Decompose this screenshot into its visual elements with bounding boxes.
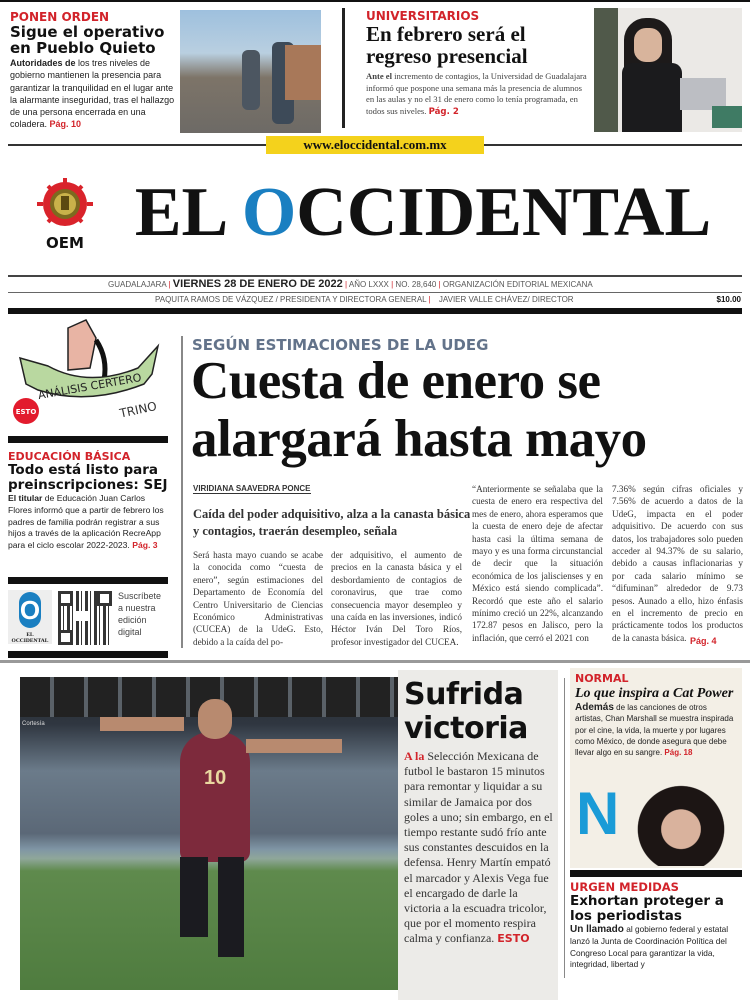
oem-logo-text: OEM (46, 234, 84, 252)
main-kicker: SEGÚN ESTIMACIONES DE LA UDEG (192, 336, 489, 354)
price: $10.00 (716, 295, 741, 304)
rule (0, 660, 750, 663)
rule-thick (570, 870, 742, 877)
kicker: URGEN MEDIDAS (570, 880, 679, 894)
summary-lead: Autoridades de (10, 58, 76, 68)
headline: Sufrida victoria (404, 677, 528, 746)
summary-lead: Además (575, 702, 614, 713)
page-ref[interactable]: Pág. 18 (664, 748, 693, 758)
main-column-1: Será hasta mayo cuando se acabe la conocida como “cuesta de enero”, según estimaciones del Departamento de Economía del Centro Universitario de Ciencias Económico Administrativas (CUCEA) de la UdeG. Esto, debido a la caída del po- (193, 550, 323, 647)
rule-thick (8, 651, 168, 658)
summary-body: de las canciones de otros artistas, Chan Marshall se muestra inspirada por el cine, la vida, la muerte y por lugares como México, de donde asegura que debe llevar algo en su sangre. (575, 703, 734, 758)
source: ESTO (497, 932, 530, 946)
jersey-number: 10 (204, 767, 227, 789)
photo-security-patrol (180, 10, 321, 133)
city: GUADALAJARA (108, 280, 167, 289)
edition-year: AÑO LXXX (348, 280, 389, 289)
logo-name: EL OCCIDENTAL (11, 632, 49, 644)
page-ref[interactable]: Pág. 2 (428, 106, 459, 117)
edition-date: VIERNES 28 DE ENERO DE 2022 (172, 278, 343, 290)
summary-body: de Educación Juan Carlos Flores informó que a partir de febrero los padres de familia podrán registrar a sus hijos a través de la aplicación RecreApp para el ciclo escolar 2022-2023. (8, 493, 164, 551)
top-border (0, 0, 750, 2)
headline: Sigue el operativo en Pueblo Quieto (10, 23, 165, 57)
page-ref[interactable]: Pág. 10 (49, 119, 82, 130)
masthead-title-rest: CCIDENTAL (296, 174, 712, 251)
teaser-cat-power[interactable] (570, 668, 742, 868)
summary-lead: Un llamado (570, 924, 624, 935)
summary (8, 493, 170, 552)
oem-logo (34, 176, 96, 252)
logo-letter: O (19, 592, 41, 628)
summary-lead: Ante el (366, 71, 393, 81)
edition-number: NO. 28,640 (395, 280, 437, 289)
byline: VIRIDIANA SAAVEDRA PONCE (193, 484, 311, 493)
main-headline[interactable]: Cuesta de enero se alargará hasta mayo (191, 352, 647, 468)
cartoon-author: TRINO (118, 399, 159, 421)
subscribe-text[interactable]: Suscríbete a nuestra edición digital (118, 591, 162, 637)
teaser-regreso-presencial[interactable] (366, 9, 592, 118)
headline: En febrero será el regreso presencial (366, 22, 528, 68)
summary-body: Selección Mexicana de futbol le bastaron 15 minutos para remontar y liquidar a su similar de Jamaica por dos goles a uno; sin embargo, en el tiempo restante sudó frío ante sus constantes descuidos en la defensa. Henry Martín empató el marcador y Alexis Vega fue el encargado de darle la victoria a la escuadra tricolor, que por el momento respira calma y confianza. (404, 749, 553, 946)
website-link[interactable]: www.eloccidental.com.mx (266, 136, 484, 154)
column-rule (564, 678, 565, 978)
kicker: EDUCACIÓN BÁSICA (8, 450, 131, 463)
page-ref[interactable]: Pág. 3 (132, 540, 158, 551)
normal-logo: N (576, 780, 620, 847)
summary-lead: A la (404, 749, 425, 763)
headline: Lo que inspira a Cat Power (575, 686, 734, 701)
summary (10, 57, 178, 131)
kicker: NORMAL (575, 672, 629, 685)
main-deck: Caída del poder adquisitivo, alza a la canasta básica y contagios, traerán desempleo, señala (193, 507, 471, 538)
esto-badge: ESTO (15, 408, 37, 416)
main-column-2: der adquisitivo, el aumento de precios en la canasta básica y el desbordamiento de contagios de coronavirus, que trae como consecuencia mayor desempleo y una caída en las inversiones, indicó Héctor Iván Del Toro Ríos, profesor investigador del CUCEA. (331, 550, 462, 647)
teaser-preinscripciones[interactable] (8, 450, 170, 552)
staff-director: JAVIER VALLE CHÁVEZ/ DIRECTOR (438, 295, 574, 304)
rule (8, 292, 742, 293)
teaser-periodistas[interactable] (570, 880, 745, 971)
photo-credit: Cortesía (22, 721, 45, 727)
staff-president: PAQUITA RAMOS DE VÁZQUEZ / PRESIDENTA Y DIRECTORA GENERAL (155, 295, 427, 304)
organization: ORGANIZACIÓN EDITORIAL MEXICANA (442, 280, 593, 289)
edition-info: GUADALAJARA | VIERNES 28 DE ENERO DE 2022 | AÑO LXXX | NO. 28,640 | ORGANIZACIÓN EDITORIAL MEXICANA (108, 278, 593, 290)
summary (404, 749, 554, 947)
summary-body: incremento de contagios, la Universidad de Guadalajara informó que pospone una semana más la presencia de alumnos en las aulas y no el 31 de enero como lo tenía programada, en todos sus niveles. (366, 71, 587, 116)
rule (8, 275, 742, 277)
digital-edition-logo (8, 590, 52, 644)
summary (575, 702, 737, 758)
kicker: UNIVERSITARIOS (366, 9, 480, 23)
masthead-title-o: O (241, 174, 297, 251)
main-column-4: 7.36% según cifras oficiales y 7.56% de acuerdo a datos de la UdeG, impacta en el poder adquisitivo. De acuerdo con sus datos, los trabajadores solo pueden acceder al 94.37% de su salario, debido a causas inflacionarias y por cada salario mínimo se “difuminan” alrededor de 9.73 pesos. Aunado a ello, hizo énfasis en el incremento de precio en prácticamente todos los productos de la canasta básica. (612, 484, 743, 643)
masthead-title (108, 170, 738, 256)
cartoon-banner-text: ANÁLISIS CERTERO (37, 371, 143, 403)
headline: Todo está listo para preinscripciones: SEJ (8, 462, 168, 493)
summary-body: los tres niveles de gobierno mantienen la presencia para garantizar la tranquilidad en el lugar ante la alarmante inseguridad, tras el hallazgo de una persona encerrada en una coladera. (10, 58, 175, 130)
main-page-ref[interactable]: Pág. 4 (690, 636, 717, 646)
teaser-pueblo-quieto[interactable] (10, 10, 178, 131)
summary (570, 924, 745, 971)
summary-body: al gobierno federal y estatal lanzó la Junta de Coordinación Política del Congreso Local para garantizar la vida, integridad, libertad y (570, 924, 729, 970)
summary-lead: El titular (8, 493, 43, 503)
rule-thick (8, 577, 168, 584)
photo-mexico-soccer (20, 677, 398, 990)
kicker: PONEN ORDEN (10, 10, 110, 24)
main-column-3: “Anteriormente se señalaba que la cuesta de enero era respectiva del mes de enero, ahora esperamos que la cuesta de enero deje de afectar hasta casi la última semana de mayo y es una forma circunstancial de decir que la situación económica de los jaliscienses y en México está siendo complicada”. Recordó que este año el salario mínimo creció un 22%, alcanzando 172.87 pesos en Jalisco, pero la inflación, que cerró el 2021 con (472, 484, 603, 643)
staff-info: PAQUITA RAMOS DE VÁZQUEZ / PRESIDENTA Y DIRECTORA GENERAL | JAVIER VALLE CHÁVEZ/ DIRECTOR $10.00 (155, 295, 741, 304)
cartoon-analisis-certero[interactable] (8, 318, 168, 430)
photo-cat-power (626, 774, 736, 866)
masthead-title-el: EL (134, 174, 242, 251)
column-rule (181, 336, 183, 648)
qr-code[interactable] (58, 591, 112, 645)
rule-thick (8, 308, 742, 314)
summary (366, 71, 592, 118)
photo-student-laptop (594, 8, 742, 132)
story-sufrida-victoria[interactable] (398, 670, 558, 1000)
rule-thick (8, 436, 168, 443)
divider (342, 8, 345, 128)
headline: Exhortan proteger a los periodistas (570, 893, 724, 924)
